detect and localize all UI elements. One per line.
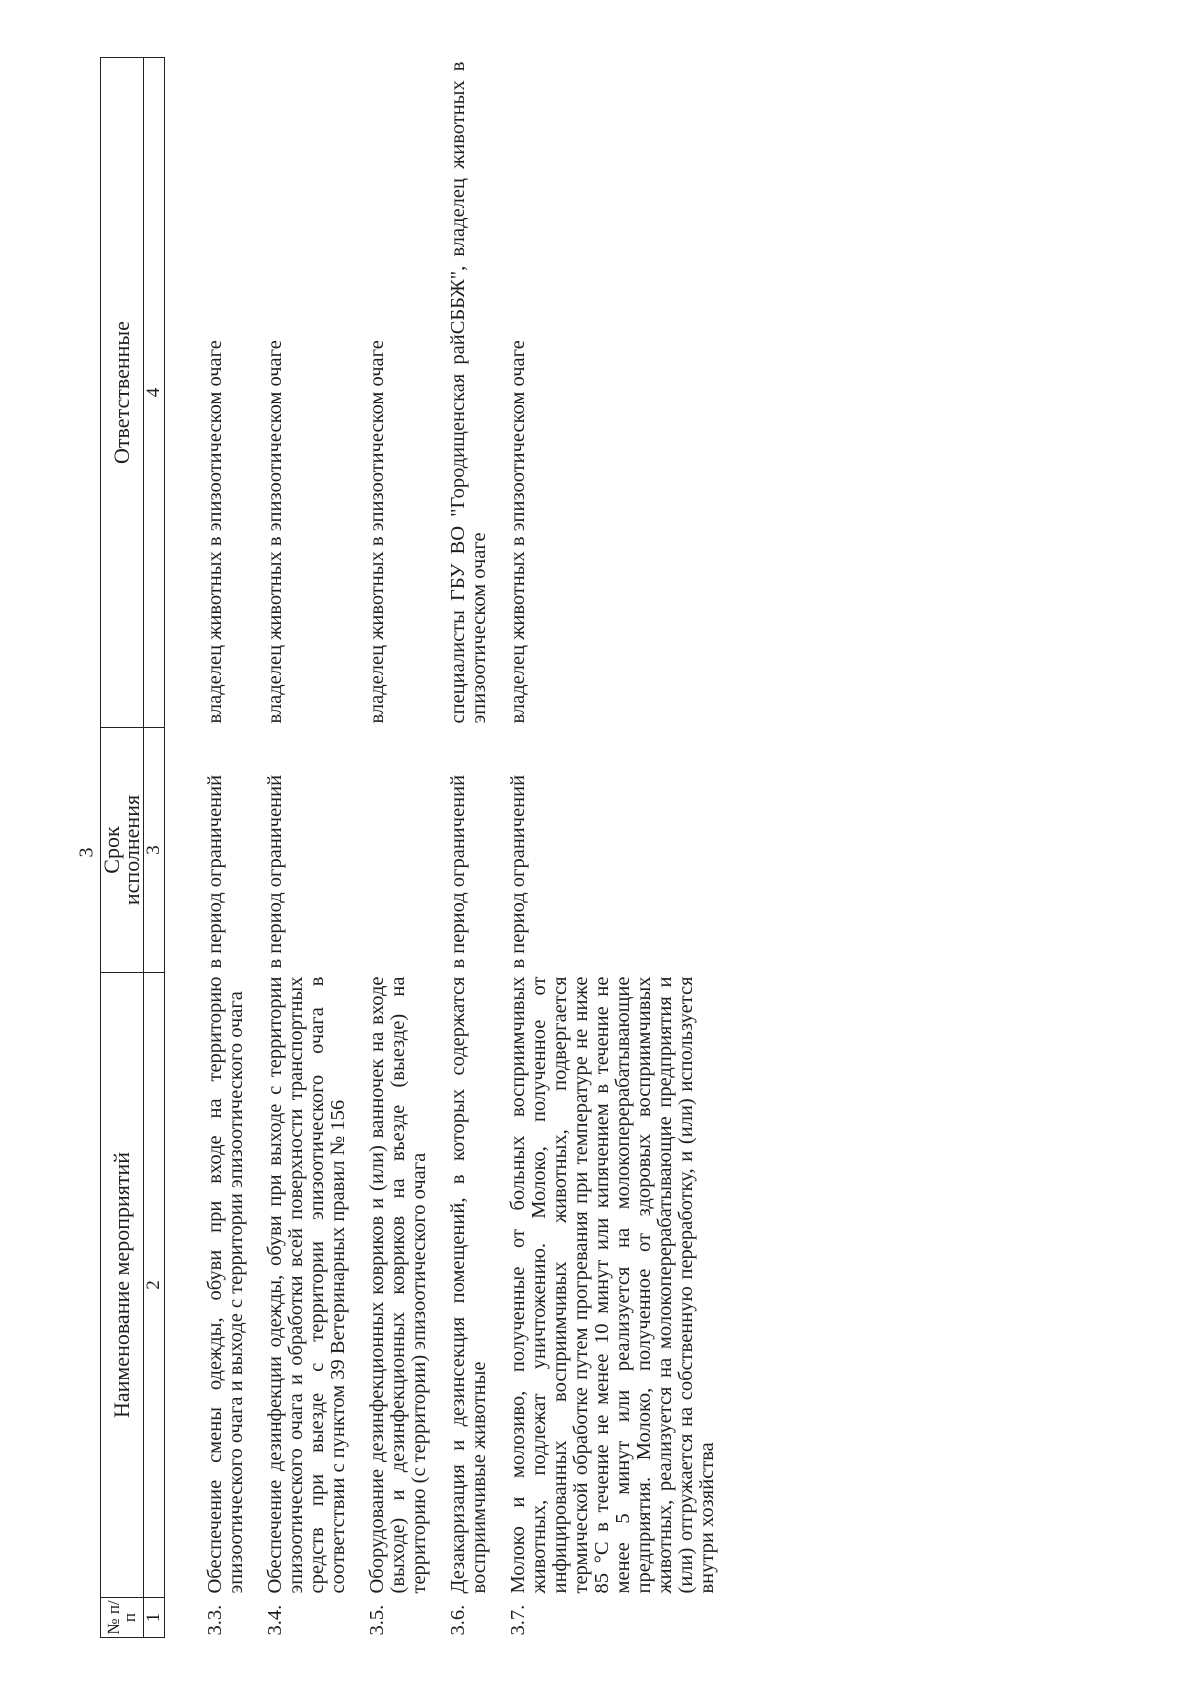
table-row [265,58,367,1638]
measure-term: в период ограничений [204,774,226,969]
header-name: Наименование мероприятий [101,973,144,1598]
measure-name: Оборудование дезинфекционных ковриков и (или) ванночек на входе (выходе) и дезинфекционных ковриков на въезде (выезде) на территорию (с территории) эпизоотического очага [366,976,430,1594]
table-row [508,58,736,1638]
header-term-line-1: Срок [99,826,124,874]
row-number: 3.4. [264,1604,286,1636]
measure-name: Обеспечение смены одежды, обуви при входе на территорию эпизоотического очага и выходе с территории эпизоотического очага [204,976,247,1594]
measure-name: Обеспечение дезинфекции одежды, обуви при выходе с территории эпизоотического очага и обработки всей поверхности транспортных средств при выезде с территории эпизоотического очага в соответствии с пунктом 39 Ветеринарных правил № 156 [264,976,349,1594]
rotated-sheet [100,58,1100,1638]
measure-term: в период ограничений [264,774,286,969]
header-resp: Ответственные [101,58,144,728]
table-row [367,58,448,1638]
column-index: 3 [144,728,165,973]
column-index: 1 [144,1598,165,1638]
header-num: № п/п [101,1598,144,1638]
header-term [101,728,144,973]
column-index: 4 [144,58,165,728]
measure-responsible: владелец животных в эпизоотическом очаге [264,340,286,724]
measure-term: в период ограничений [507,774,529,969]
header-term-line-2: исполнения [119,794,144,906]
table-row [448,58,508,1638]
column-index: 2 [144,973,165,1598]
measure-name: Молоко и молозиво, полученные от больных восприимчивых животных, подлежат уничтожению. Молоко, полученное от инфицированных восприимчивых животных, подвергается термической обработке путем прогревания при температуре не ниже 85 °С в течение не менее 10 минут или кипячением в течение не менее 5 минут или реализуется на молокоперерабатывающие предприятия. Молоко, полученное от здоровых восприимчивых животных, реализуется на молокоперерабатывающие предприятия и (или) отгружается на собственную переработку, и (или) используется внутри хозяйства [507,976,718,1594]
table-header-row [101,58,144,1638]
measure-responsible: специалисты ГБУ ВО "Городищенская райСББЖ", владелец животных в эпизоотическом очаге [447,61,490,724]
measure-responsible: владелец животных в эпизоотическом очаге [507,340,529,724]
table-row [165,58,266,1638]
measures-table [100,58,736,1638]
row-number: 3.5. [366,1604,388,1636]
measure-responsible: владелец животных в эпизоотическом очаге [204,340,226,724]
measure-term [367,728,448,973]
column-index-row [144,58,165,1638]
row-number: 3.3. [204,1604,226,1636]
row-number: 3.6. [447,1604,469,1636]
measure-term: в период ограничений [447,774,469,969]
page-number: 3 [75,847,98,858]
measure-responsible: владелец животных в эпизоотическом очаге [366,340,388,724]
measure-name: Дезакаризация и дезинсекция помещений, в которых содержатся восприимчивые животные [447,976,490,1594]
row-number: 3.7. [507,1604,529,1636]
